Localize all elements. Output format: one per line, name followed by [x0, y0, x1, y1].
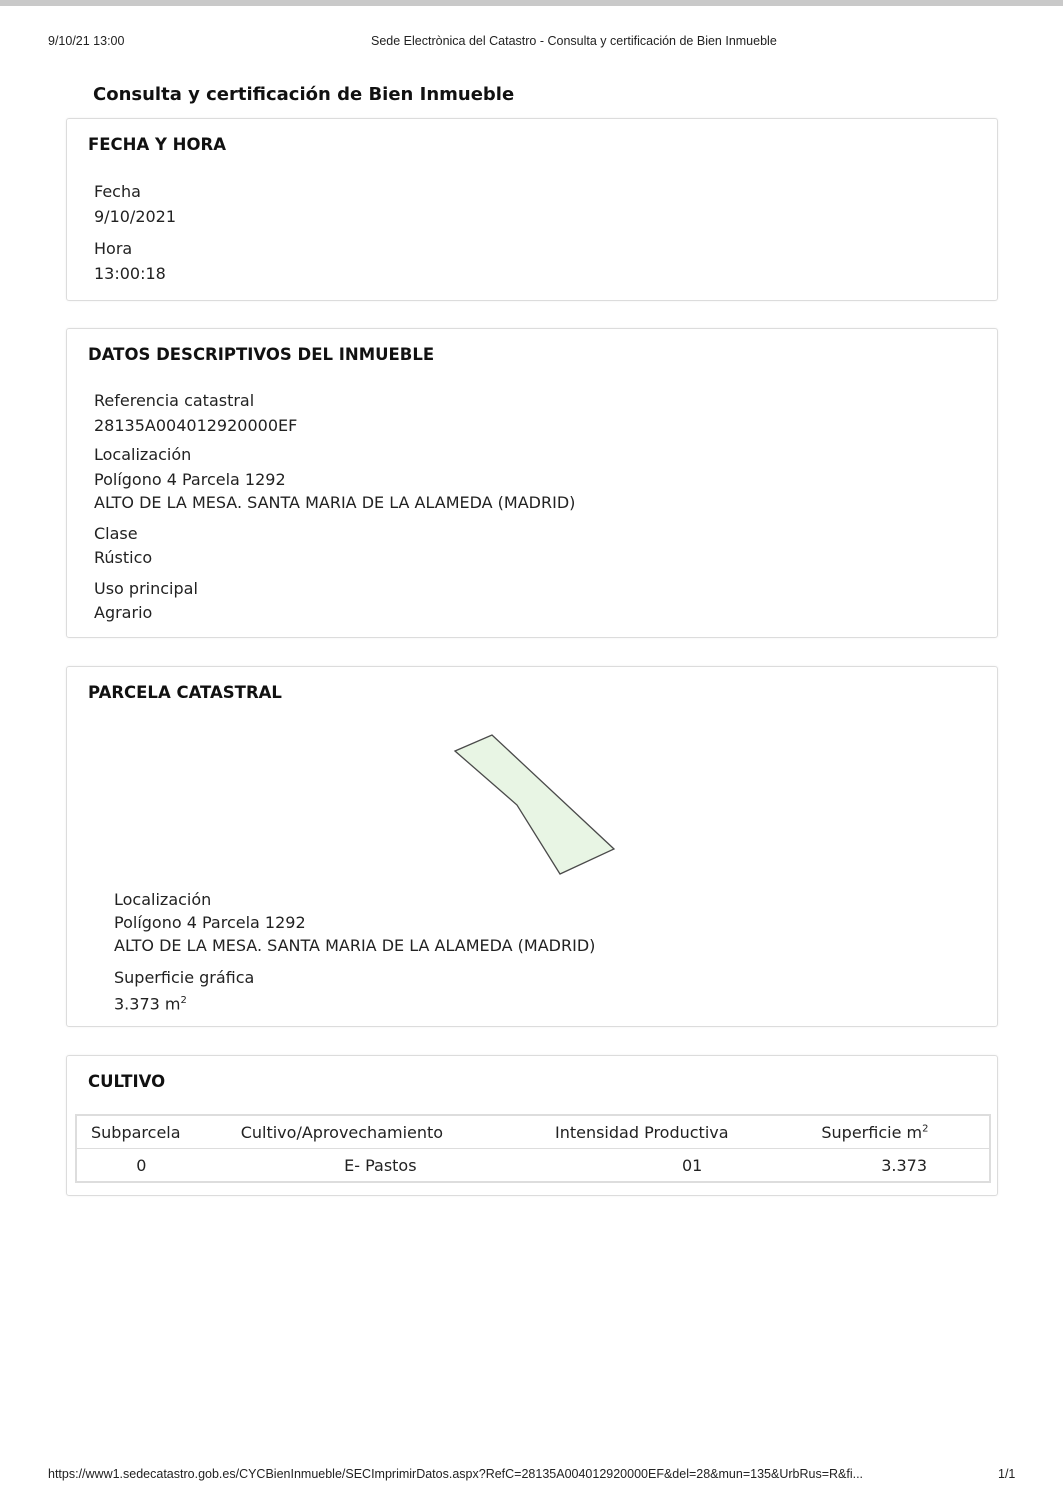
field-localizacion: [94, 443, 575, 514]
panel-title-cultivo: CULTIVO: [88, 1072, 166, 1091]
col-superficie-exp: 2: [922, 1123, 929, 1135]
print-page-title: Sede Electrònica del Catastro - Consulta y certificación de Bien Inmueble: [371, 34, 777, 48]
panel-title-datos: DATOS DESCRIPTIVOS DEL INMUEBLE: [88, 345, 435, 364]
field-parcela-localizacion: [114, 888, 595, 957]
col-intensidad: Intensidad Productiva: [555, 1115, 819, 1149]
parcel-map: [447, 727, 627, 887]
table-row: [76, 1149, 990, 1183]
col-superficie-label: Superficie m: [821, 1122, 923, 1142]
panel-title-parcela: PARCELA CATASTRAL: [88, 683, 282, 702]
hora-label: Hora: [94, 239, 133, 258]
superficie-value: 3.373 m: [114, 994, 181, 1014]
parcel-shape-svg: [447, 727, 627, 887]
superficie-value-wrap: [114, 989, 254, 1015]
uso-value: Agrario: [94, 603, 153, 622]
col-superficie: [819, 1115, 990, 1149]
print-datetime: 9/10/21 13:00: [48, 34, 125, 48]
field-superficie-grafica: [114, 966, 254, 1015]
col-subparcela: Subparcela: [76, 1115, 226, 1149]
superficie-label: Superficie gráfica: [114, 968, 255, 987]
loc-label: Localización: [94, 445, 192, 464]
ref-label: Referencia catastral: [94, 391, 255, 410]
cell-intensidad: 01: [681, 1155, 703, 1175]
clase-value: Rústico: [94, 548, 153, 567]
field-fecha: [94, 180, 176, 228]
parcela-loc-label: Localización: [114, 890, 212, 909]
field-uso: [94, 577, 198, 624]
col-cultivo: Cultivo/Aprovechamiento: [226, 1115, 555, 1149]
panel-cultivo: [66, 1055, 998, 1196]
parcela-loc-line1: Polígono 4 Parcela 1292: [114, 913, 306, 932]
cultivo-header-row: [76, 1115, 990, 1149]
clase-label: Clase: [94, 524, 138, 543]
fecha-value: 9/10/2021: [94, 207, 177, 226]
fecha-label: Fecha: [94, 182, 141, 201]
parcela-loc-line2: ALTO DE LA MESA. SANTA MARIA DE LA ALAMEDA (MADRID): [114, 936, 596, 955]
panel-fecha-hora: [66, 118, 998, 301]
cell-cultivo: E- Pastos: [344, 1155, 417, 1175]
ref-value: 28135A004012920000EF: [94, 416, 298, 435]
top-border: [0, 0, 1063, 6]
hora-value: 13:00:18: [94, 264, 166, 283]
cultivo-table: [75, 1114, 991, 1183]
print-page-number: 1/1: [998, 1467, 1016, 1481]
print-url: https://www1.sedecatastro.gob.es/CYCBienInmueble/SECImprimirDatos.aspx?RefC=28135A004012920000EF&del=28&mun=135&UrbRus=R&fi...: [48, 1467, 864, 1481]
cell-subparcela: 0: [136, 1155, 147, 1175]
parcel-polygon: [455, 735, 614, 874]
field-hora: [94, 237, 166, 285]
document-title: Consulta y certificación de Bien Inmueble: [93, 84, 515, 105]
uso-label: Uso principal: [94, 579, 198, 598]
panel-title-fecha-hora: FECHA Y HORA: [88, 135, 226, 154]
panel-datos-descriptivos: [66, 328, 998, 638]
loc-line2: ALTO DE LA MESA. SANTA MARIA DE LA ALAMEDA (MADRID): [94, 493, 576, 512]
loc-line1: Polígono 4 Parcela 1292: [94, 470, 286, 489]
field-referencia: [94, 389, 297, 437]
field-clase: [94, 522, 152, 569]
cell-superficie: 3.373: [881, 1155, 927, 1175]
superficie-unit-exp: 2: [180, 995, 187, 1006]
panel-parcela-catastral: [66, 666, 998, 1027]
